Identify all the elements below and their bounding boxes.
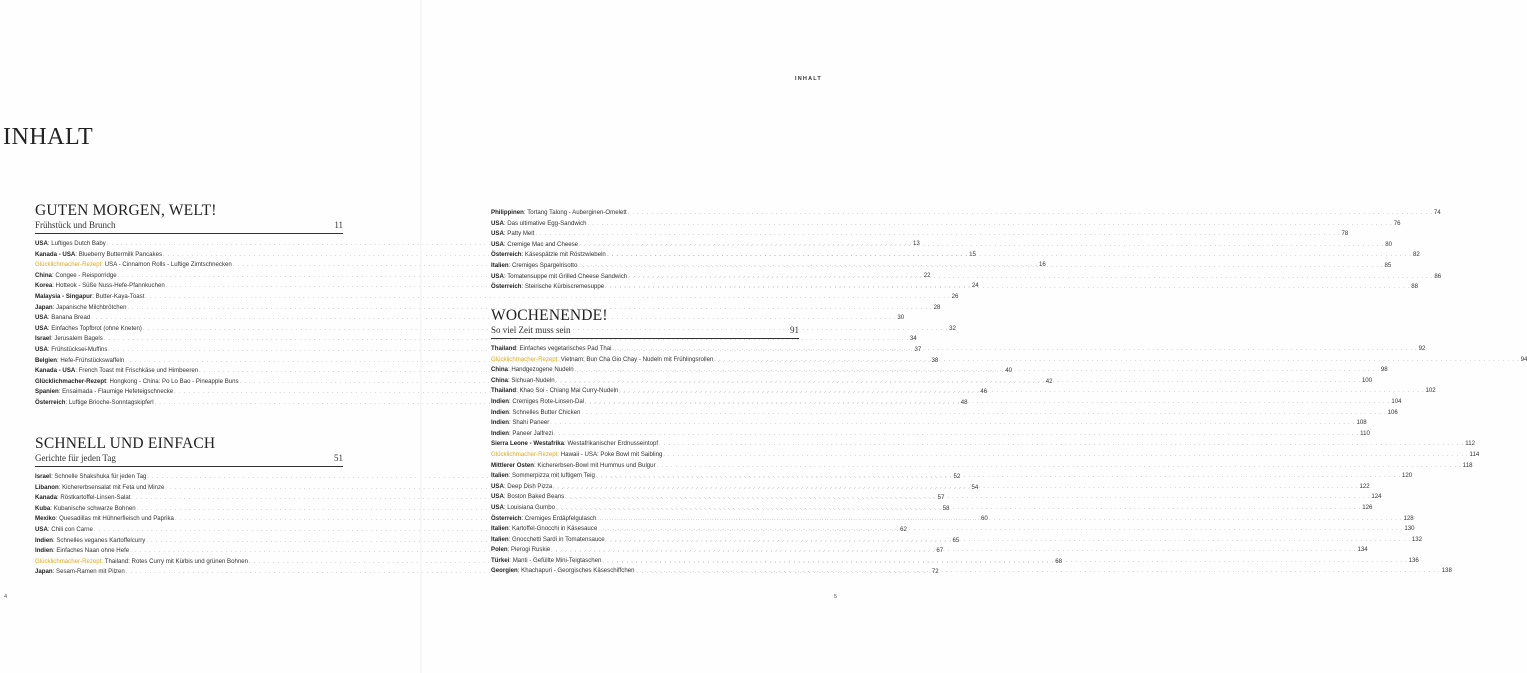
entry-page-number: 86	[1434, 272, 1442, 280]
entry-dish: Congee - Reisporridge	[55, 271, 117, 279]
entry-dish: USA - Cinnamon Rolls - Luftige Zimtschnecken	[104, 261, 232, 269]
entry-page-number: 24	[971, 282, 979, 290]
entry-separator: :	[47, 314, 52, 322]
entry-dish: Tortang Talong - Auberginen-Omelett	[527, 209, 627, 216]
dot-leader	[602, 556, 1407, 567]
entry-page-number: 130	[1404, 525, 1415, 533]
entry-page-number: 34	[909, 335, 917, 343]
entry-country: Kanada - USA	[35, 250, 76, 258]
entry-separator: :	[101, 261, 105, 269]
entry-country: Italien	[491, 472, 509, 480]
entry-page-number: 88	[1411, 283, 1419, 291]
entry-separator: :	[507, 366, 512, 374]
entry-dish: Steirische Kürbiscremesuppe	[524, 283, 605, 291]
entry-country: Österreich	[491, 514, 522, 522]
entry-country: USA	[491, 219, 504, 227]
entry-dish: Kichererbsensalat mit Feta und Minze	[62, 483, 165, 491]
entry-country: Indien	[35, 547, 53, 555]
entry-separator: :	[564, 440, 568, 448]
dot-leader	[628, 208, 1433, 219]
entry-dish: Thailand: Rotes Curry mit Kürbis und grünen Bohnen	[104, 557, 249, 565]
entry-separator: :	[52, 303, 57, 311]
dot-leader	[612, 344, 1417, 355]
entry-dish: Cremige Mac and Cheese	[507, 240, 579, 248]
dot-leader	[663, 450, 1468, 461]
entry-country: China	[35, 271, 52, 279]
entry-separator: :	[106, 377, 110, 385]
entry-separator: :	[507, 546, 511, 554]
entry-dish: Japanische Milchbrötchen	[56, 303, 127, 311]
dot-leader	[565, 492, 1370, 503]
running-head: INHALT	[795, 76, 822, 82]
entry-dish: Handgezogene Nudeln	[511, 366, 574, 374]
entry-page-number: 72	[931, 568, 939, 576]
entry-page-number: 92	[1418, 345, 1426, 352]
entry-page-number: 58	[942, 504, 950, 512]
entry-country: Israel	[35, 335, 51, 343]
entry-separator: :	[503, 219, 508, 227]
entry-country: Sierra Leone - Westafrika	[491, 440, 565, 448]
entry-separator: :	[52, 568, 57, 576]
section-divider	[35, 466, 343, 467]
entry-separator: :	[52, 547, 57, 555]
entry-separator: :	[52, 282, 56, 290]
entry-country: Österreich	[35, 398, 66, 406]
entry-dish: Kubanische schwarze Bohnen	[53, 504, 136, 512]
entry-dish: Sommerpizza mit luftigem Teig	[512, 472, 595, 480]
entry-dish: Boston Baked Beans	[507, 493, 565, 501]
entry-page-number: 124	[1371, 493, 1382, 501]
entry-page-number: 16	[1038, 261, 1046, 269]
entry-separator: :	[47, 324, 52, 332]
entry-separator: :	[521, 283, 525, 291]
entry-country: Österreich	[491, 283, 522, 291]
entry-separator: :	[58, 483, 63, 491]
entry-page-number: 80	[1385, 240, 1392, 248]
entry-dish: Ensaimada - Flaumige Hefeteigschnecke	[62, 388, 174, 396]
entry-country: Indien	[35, 536, 53, 544]
section-title: GUTEN MORGEN, WELT!	[35, 202, 217, 219]
entry-dish: Käsespätzle mit Röstzwiebeln	[524, 251, 606, 259]
entry-separator: :	[508, 408, 513, 416]
entry-page-number: 54	[971, 483, 979, 491]
entry-separator: :	[503, 240, 508, 248]
toc-entry	[35, 334, 917, 345]
entry-separator: :	[47, 240, 52, 247]
entry-page-number: 15	[969, 250, 976, 258]
entry-dish: Luftiges Dutch Baby	[51, 240, 106, 247]
dot-leader	[551, 545, 1356, 556]
entry-country: Korea	[35, 282, 53, 290]
entry-page-number: 48	[960, 398, 968, 406]
entry-dish: Deep Dish Pizza	[507, 482, 553, 490]
entry-separator: :	[47, 525, 52, 533]
entry-country: Kanada	[35, 494, 58, 502]
dot-leader	[606, 535, 1411, 546]
entry-page-number: 136	[1408, 556, 1419, 564]
entry-separator: :	[534, 461, 538, 469]
dot-leader	[619, 386, 1424, 397]
entry-dish: Schnelles Butter Chicken	[512, 408, 581, 416]
entry-page-number: 46	[980, 388, 988, 396]
dot-leader	[556, 503, 1361, 514]
entry-dish: Westafrikanischer Erdnusseintopf	[567, 440, 659, 448]
entry-separator: :	[508, 261, 512, 269]
entry-separator: :	[508, 429, 513, 437]
entry-country: Italien	[491, 525, 509, 533]
entry-page-number: 138	[1441, 567, 1452, 575]
entry-separator: :	[65, 398, 69, 406]
entry-page-number: 104	[1391, 397, 1402, 405]
entry-separator: :	[508, 419, 513, 427]
entry-page-number: 65	[952, 536, 960, 544]
toc-entry	[35, 303, 941, 314]
entry-country: USA	[35, 314, 48, 322]
entry-dish: Cremiges Erdäpfelgulasch	[524, 514, 597, 522]
entry-separator: :	[51, 271, 56, 279]
entry-country: USA	[491, 493, 504, 501]
entry-dish: Chili con Carne	[51, 525, 93, 533]
entry-separator: :	[509, 556, 513, 564]
entry-page-number: 128	[1403, 514, 1414, 522]
entry-page-number: 68	[1055, 557, 1062, 565]
entry-page-number: 52	[953, 473, 961, 480]
entry-dish: Schnelle Shakshuka für jeden Tag	[54, 473, 147, 480]
entry-page-number: 22	[923, 271, 931, 279]
entry-separator: :	[557, 355, 561, 363]
dot-leader	[585, 397, 1390, 408]
entry-country: Thailand	[491, 345, 517, 352]
entry-country: Österreich	[491, 251, 522, 259]
entry-dish: French Toast mit Frischkäse und Himbeeren	[78, 367, 199, 375]
entry-dish: Khao Soi - Chiang Mai Curry-Nudeln	[519, 387, 619, 395]
entry-dish: Einfaches vegetarisches Pad Thai	[519, 345, 612, 352]
entry-separator: :	[503, 482, 508, 490]
dot-leader	[579, 240, 1384, 251]
entry-dish: Einfaches Topfbrot (ohne Kneten)	[51, 324, 142, 332]
entry-page-number: 30	[897, 314, 905, 322]
entry-country: Türkei	[491, 556, 510, 564]
entry-separator: :	[101, 557, 105, 565]
entry-dish: Hongkong - China: Po Lo Bao - Pineapple Buns	[109, 377, 239, 385]
entry-country: USA	[35, 525, 48, 533]
entry-country: Glücklichmacher-Rezept	[491, 355, 558, 363]
toc-entry	[491, 461, 1473, 472]
entry-country: Spanien	[35, 388, 59, 396]
entry-dish: Jerusalem Bagels	[54, 335, 103, 343]
entry-country: Georgien	[491, 567, 518, 575]
entry-page-number: 120	[1402, 472, 1413, 480]
entry-dish: Kartoffel-Gnocchi in Käsesauce	[512, 525, 598, 533]
entry-separator: :	[47, 345, 52, 353]
section-subtitle: Gerichte für jeden Tag	[35, 453, 116, 463]
entry-dish: Khachapuri - Georgisches Käseschiffchen	[521, 567, 635, 575]
entry-separator: :	[55, 515, 60, 523]
entry-dish: Manti - Gefüllte Mini-Teigtaschen	[512, 556, 602, 564]
entry-separator: :	[50, 473, 55, 480]
section-divider	[35, 233, 343, 234]
entry-country: Philippinen	[491, 209, 524, 216]
entry-dish: Luftige Brioche-Sonntagskipferl	[68, 398, 154, 406]
entry-dish: Blueberry Buttermilk Pancakes	[78, 250, 163, 258]
toc-entry	[491, 219, 1401, 230]
dot-leader	[554, 429, 1359, 440]
entry-country: Glücklichmacher-Rezept	[35, 557, 102, 565]
entry-page-number: 126	[1362, 503, 1373, 511]
entry-dish: Pierogi Ruskie	[510, 546, 551, 554]
entry-dish: Röstkartoffel-Linsen-Salat	[60, 494, 131, 502]
section-subtitle: Frühstück und Brunch	[35, 220, 116, 230]
entry-page-number: 82	[1412, 251, 1420, 259]
entry-page-number: 28	[933, 303, 941, 311]
entry-separator: :	[50, 504, 54, 512]
entry-dish: Sesam-Ramen mit Pilzen	[56, 568, 125, 576]
entry-dish: Banana Bread	[51, 314, 91, 322]
dot-leader	[575, 365, 1380, 376]
entry-separator: :	[75, 367, 79, 375]
dot-leader	[556, 376, 1361, 387]
entry-country: Glücklichmacher-Rezept	[491, 450, 558, 458]
section-subtitle-row	[35, 453, 343, 464]
entry-separator: :	[517, 567, 522, 575]
entry-page-number: 62	[900, 525, 907, 533]
entry-country: Mittlerer Osten	[491, 461, 535, 469]
dot-leader	[657, 461, 1462, 472]
entry-page-number: 37	[914, 345, 922, 353]
entry-page-number: 76	[1393, 219, 1401, 227]
entry-separator: :	[508, 525, 512, 533]
entry-country: Kanada - USA	[35, 367, 76, 375]
entry-country: Thailand	[491, 387, 517, 395]
entry-country: Indien	[491, 397, 509, 405]
entry-dish: Schnelles veganes Kartoffelcurry	[56, 536, 146, 544]
dot-leader	[598, 524, 1403, 535]
entry-country: USA	[35, 345, 48, 353]
entry-page-number: 40	[1005, 367, 1013, 375]
entry-page-number: 26	[951, 292, 959, 300]
section-subtitle-row	[491, 325, 799, 336]
toc-entry	[491, 229, 1349, 240]
section-page-number: 11	[334, 220, 343, 230]
toc-entry	[491, 450, 1480, 461]
dot-leader	[578, 261, 1383, 272]
entry-page-number: 106	[1387, 408, 1398, 416]
entry-page-number: 74	[1433, 209, 1441, 216]
toc-entry	[35, 292, 959, 303]
entry-dish: Gnocchetti Sardi in Tomatensauce	[512, 535, 605, 543]
entry-page-number: 108	[1356, 419, 1367, 427]
entry-country: China	[491, 366, 508, 374]
entry-page-number: 98	[1380, 366, 1388, 374]
entry-page-number: 78	[1341, 230, 1349, 238]
entry-dish: Hawaii - USA: Poke Bowl mit Saibling	[560, 450, 663, 458]
entry-dish: Louisiana Gumbo	[507, 503, 556, 511]
entry-separator: :	[508, 535, 512, 543]
dot-leader	[535, 229, 1340, 240]
section-subtitle: So viel Zeit muss sein	[491, 325, 571, 335]
entry-separator: :	[92, 292, 96, 300]
entry-country: Glücklichmacher-Rezept	[35, 261, 102, 269]
entry-country: USA	[491, 240, 504, 248]
entry-separator: :	[50, 335, 55, 343]
entry-page-number: 134	[1357, 546, 1368, 554]
dot-leader	[605, 282, 1410, 293]
entry-dish: Kichererbsen-Bowl mit Hummus und Bulgur	[537, 461, 656, 469]
entry-country: Belgien	[35, 356, 58, 364]
entry-country: Italien	[491, 261, 509, 269]
toc-entry	[491, 439, 1475, 450]
entry-dish: Sichuan-Nudeln	[511, 376, 555, 384]
entry-dish: Cremiges Spargelrisotto	[512, 261, 578, 269]
section-page-number: 91	[790, 325, 799, 335]
entry-separator: :	[521, 514, 525, 522]
section-divider	[491, 338, 799, 339]
dot-leader	[597, 514, 1402, 525]
entry-dish: Frühstücksei-Muffins	[51, 345, 108, 353]
entry-page-number: 112	[1465, 440, 1475, 448]
dot-leader	[553, 482, 1358, 493]
entry-dish: Tomatensuppe mit Grilled Cheese Sandwich	[507, 272, 628, 280]
entry-country: USA	[35, 324, 48, 332]
entry-country: Mexiko	[35, 515, 56, 523]
dot-leader	[607, 250, 1412, 261]
entry-page-number: 110	[1360, 429, 1370, 437]
entry-country: Japan	[35, 568, 53, 576]
entry-page-number: 67	[936, 547, 944, 555]
section-header	[35, 203, 343, 234]
entry-separator: :	[507, 376, 512, 384]
section-title: WOCHENENDE!	[491, 307, 608, 324]
page-title: INHALT	[3, 124, 94, 150]
entry-country: Italien	[491, 535, 509, 543]
page-number: 4	[4, 594, 8, 600]
entry-separator: :	[57, 356, 61, 364]
toc-entry	[491, 418, 1367, 429]
entry-separator: :	[58, 388, 63, 396]
dot-leader	[714, 355, 1519, 366]
entry-dish: Quesadillas mit Hühnerfleisch und Paprika	[59, 515, 174, 523]
entry-page-number: 132	[1411, 535, 1423, 543]
entry-separator: :	[516, 387, 520, 395]
dot-leader	[628, 272, 1433, 283]
entry-country: Malaysia - Singapur	[35, 292, 93, 300]
entry-separator: :	[75, 250, 79, 258]
entry-page-number: 13	[912, 240, 920, 247]
entry-separator: :	[503, 230, 508, 238]
entry-country: Indien	[491, 408, 509, 416]
entry-dish: Shahi Paneer	[512, 419, 550, 427]
entry-dish: Cremiges Rote-Linsen-Dal	[512, 397, 585, 405]
entry-page-number: 32	[949, 324, 956, 332]
entry-country: Indien	[491, 429, 509, 437]
entry-country: Indien	[491, 419, 509, 427]
entry-country: USA	[491, 482, 504, 490]
section-title: SCHNELL UND EINFACH	[35, 435, 216, 452]
toc-entry	[491, 408, 1398, 419]
entry-country: USA	[491, 230, 504, 238]
entry-country: USA	[491, 503, 504, 511]
entry-separator: :	[516, 345, 520, 352]
dot-leader	[588, 219, 1393, 230]
entry-separator: :	[523, 209, 528, 216]
entry-dish: Einfaches Naan ohne Hefe	[56, 547, 130, 555]
entry-separator: :	[521, 251, 525, 259]
dot-leader	[636, 566, 1441, 577]
dot-leader	[581, 408, 1386, 419]
toc-entry	[491, 208, 1441, 219]
section-subtitle-row	[35, 220, 343, 231]
entry-country: Glücklichmacher-Rezept	[35, 377, 107, 385]
entry-page-number: 85	[1384, 261, 1392, 269]
entry-separator: :	[503, 272, 508, 280]
entry-separator: :	[52, 536, 57, 544]
entry-country: Polen	[491, 546, 508, 554]
entry-country: China	[491, 376, 508, 384]
entry-country: Japan	[35, 303, 53, 311]
entry-dish: Paneer Jalfrezi	[512, 429, 553, 437]
entry-page-number: 122	[1359, 482, 1370, 490]
entry-separator: :	[508, 397, 513, 405]
dot-leader	[596, 471, 1401, 482]
entry-dish: Hotteok - Süße Nuss-Hefe-Pfannkuchen	[55, 282, 165, 290]
section-header	[35, 436, 343, 467]
entry-dish: Das ultimative Egg-Sandwich	[507, 219, 587, 227]
dot-leader	[659, 439, 1464, 450]
entry-country: USA	[491, 272, 504, 280]
entry-separator: :	[503, 493, 508, 501]
entry-page-number: 60	[981, 515, 988, 523]
entry-dish: Hefe-Frühstückswaffeln	[60, 356, 125, 364]
entry-page-number: 38	[931, 356, 939, 364]
entry-country: USA	[35, 240, 48, 247]
entry-page-number: 102	[1425, 387, 1436, 395]
entry-page-number: 114	[1469, 450, 1480, 458]
entry-page-number: 118	[1462, 461, 1473, 469]
entry-separator: :	[503, 503, 508, 511]
entry-separator: :	[508, 472, 512, 480]
entry-dish: Butter-Kaya-Toast	[95, 292, 145, 300]
entry-page-number: 100	[1361, 376, 1373, 384]
toc-entry	[491, 429, 1370, 440]
entry-dish: Vietnam: Bun Cha Gio Chay - Nudeln mit Frühlingsrollen	[560, 355, 714, 363]
entry-country: Israel	[35, 473, 51, 480]
entry-country: Kuba	[35, 504, 51, 512]
section-page-number: 51	[334, 453, 343, 463]
entry-separator: :	[557, 450, 561, 458]
page-number: 5	[833, 594, 837, 600]
dot-leader	[550, 418, 1355, 429]
entry-page-number: 42	[1045, 377, 1053, 385]
entry-dish: Patty Melt	[507, 230, 535, 238]
entry-country: Libanon	[35, 483, 59, 491]
entry-page-number: 57	[937, 494, 945, 502]
entry-separator: :	[57, 494, 61, 502]
entry-page-number: 94	[1520, 355, 1527, 363]
section-header	[491, 308, 799, 339]
